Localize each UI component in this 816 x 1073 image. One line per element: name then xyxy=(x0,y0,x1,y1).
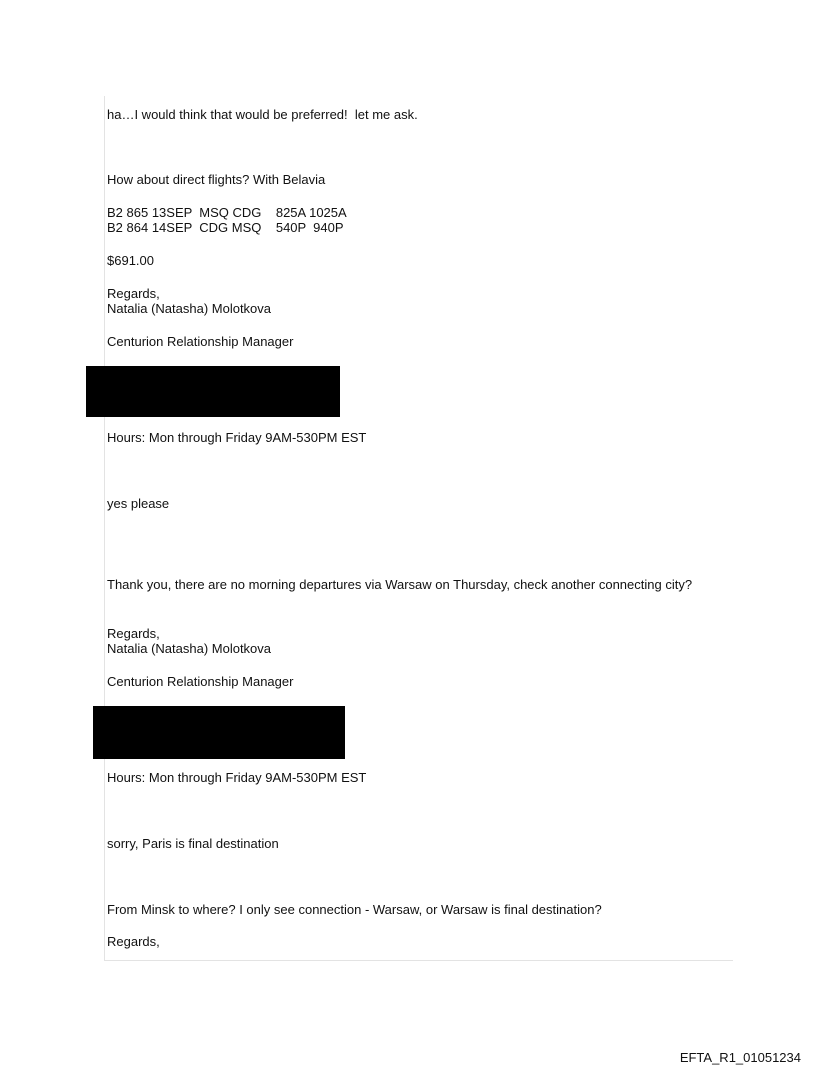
signature-hours: Hours: Mon through Friday 9AM-530PM EST xyxy=(107,770,367,785)
redaction-box xyxy=(93,706,345,759)
message-text: From Minsk to where? I only see connection - Warsaw, or Warsaw is final destination? xyxy=(107,902,602,917)
redaction-box xyxy=(86,366,340,417)
message-text: How about direct flights? With Belavia xyxy=(107,172,326,187)
signature-name: Natalia (Natasha) Molotkova xyxy=(107,301,272,316)
document-id: EFTA_R1_01051234 xyxy=(679,1050,801,1065)
message-text: ha…I would think that would be preferred! let me ask. xyxy=(107,107,418,122)
signature-regards: Regards, xyxy=(107,286,160,301)
message-text: sorry, Paris is final destination xyxy=(107,836,279,851)
signature-title: Centurion Relationship Manager xyxy=(107,674,294,689)
message-text: Thank you, there are no morning departures via Warsaw on Thursday, check another connecting city? xyxy=(107,577,693,592)
flight-line: B2 865 13SEP MSQ CDG 825A 1025A xyxy=(107,205,347,220)
price-text: $691.00 xyxy=(107,253,154,268)
flight-line: B2 864 14SEP CDG MSQ 540P 940P xyxy=(107,220,344,235)
signature-title: Centurion Relationship Manager xyxy=(107,334,294,349)
signature-regards: Regards, xyxy=(107,934,160,949)
signature-name: Natalia (Natasha) Molotkova xyxy=(107,641,272,656)
message-text: yes please xyxy=(107,496,170,511)
signature-regards: Regards, xyxy=(107,626,160,641)
signature-hours: Hours: Mon through Friday 9AM-530PM EST xyxy=(107,430,367,445)
